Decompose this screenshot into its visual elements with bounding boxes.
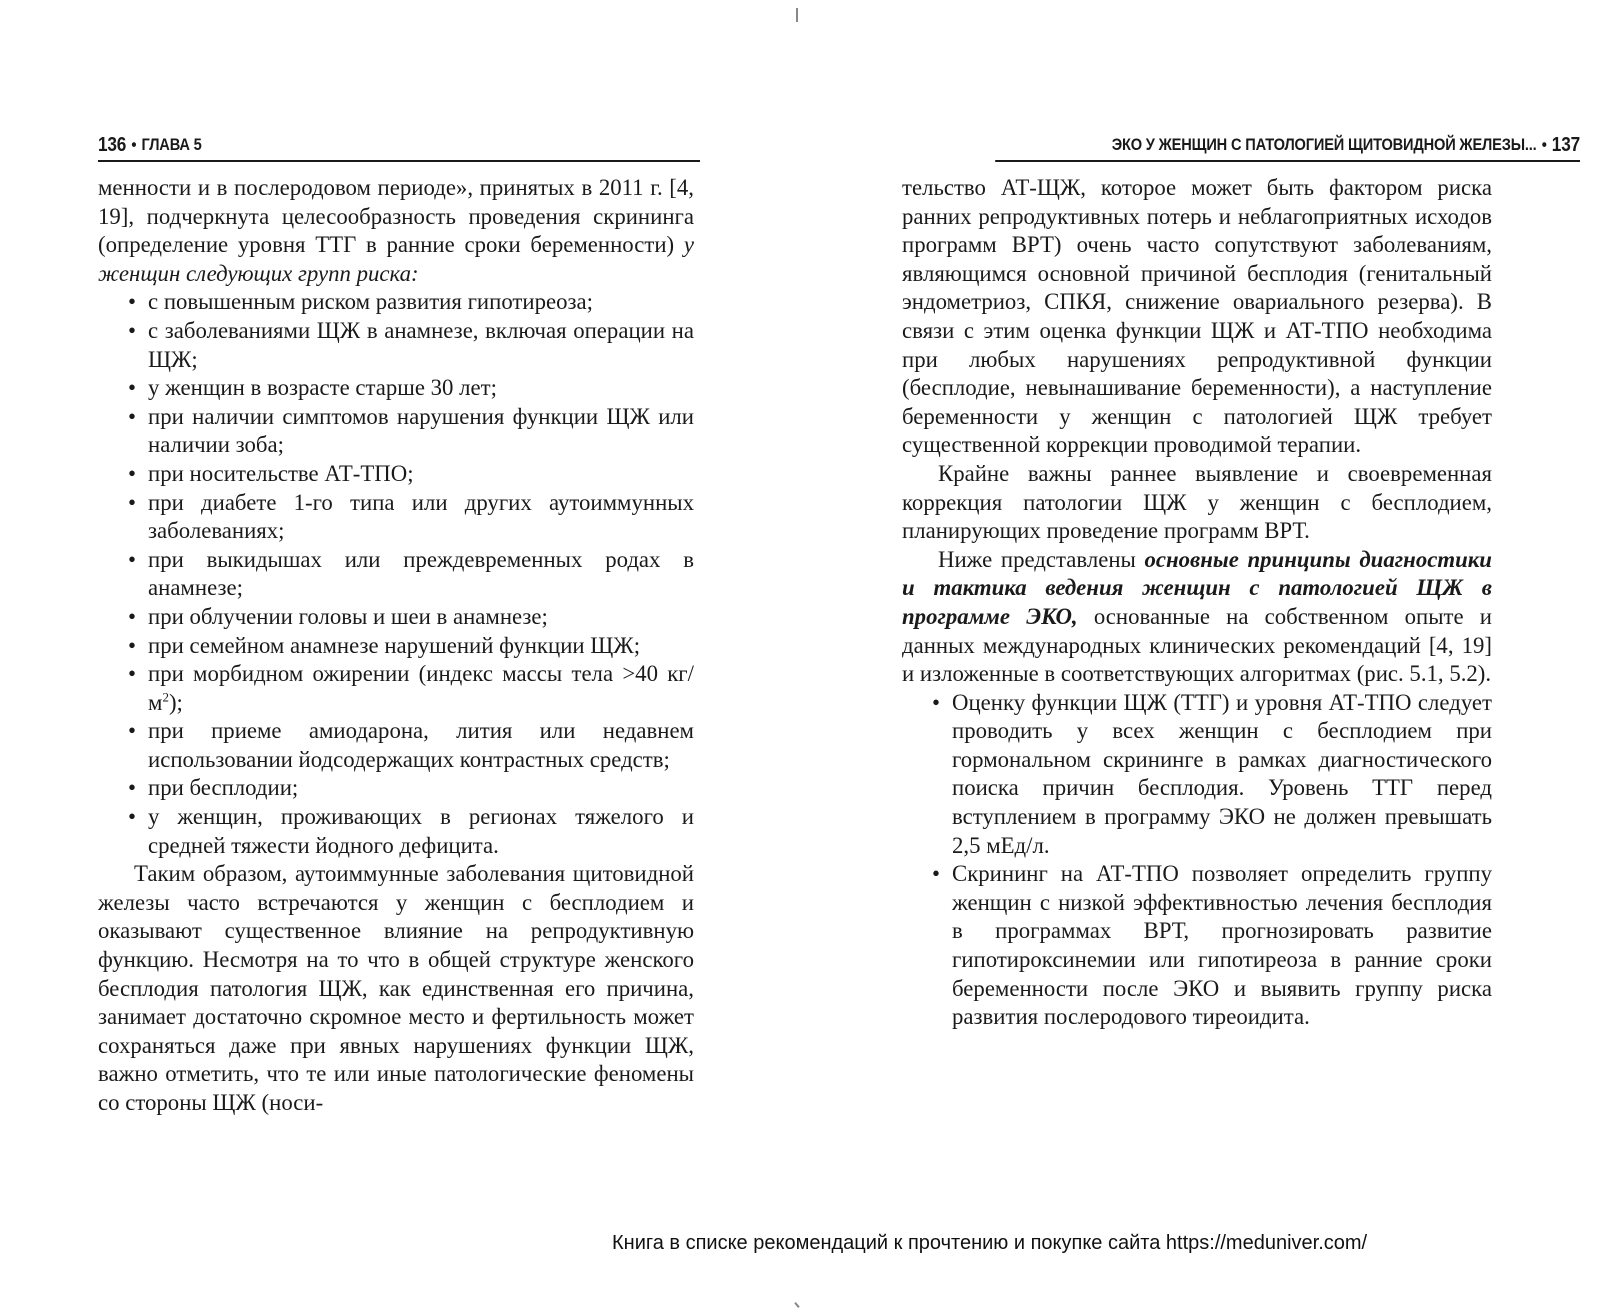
list-item: • Оценку функции ЩЖ (ТТГ) и уровня АТ-ТПО следует проводить у всех женщин с бесплодием при гормональном скрининге в рамках диагностического поиска причин бесплодия. Уровень ТТГ перед вступлением в программу ЭКО не должен превышать 2,5 мЕд/л. (902, 689, 1492, 861)
list-item: • с повышенным риском развития гипотиреоза; (98, 288, 694, 317)
right-page-number: 137 (1551, 133, 1580, 156)
list-item: • при диабете 1-го типа или других аутоиммунных заболеваниях; (98, 489, 694, 546)
list-item: • при семейном анамнезе нарушений функции ЩЖ; (98, 632, 694, 661)
intro-text: менности и в послеродовом периоде», принятых в 2011 г. [4, 19], подчеркнута целесообразность проведения скрининга (определение уровня ТТГ в ранние сроки беременности) (98, 175, 694, 258)
conclusion-paragraph: Таким образом, аутоиммунные заболевания щитовидной железы часто встречаются у женщин с бесплодием и оказывают существенное влияние на репродуктивную функцию. Несмотря на то что в общей структуре женского бесплодия патология ЩЖ, как единственная его причина, занимает достаточно скромное место и фертильность может сохраняться даже при явных нарушениях функции ЩЖ, важно отметить, что те или иные патологические феномены со стороны ЩЖ (носи- (98, 861, 694, 1115)
principles-list (902, 689, 1492, 1032)
left-running-header (98, 130, 700, 162)
list-item: • при носительстве АТ-ТПО; (98, 460, 694, 489)
obesity-superscript: 2 (162, 689, 169, 705)
header-bullet: • (1541, 135, 1547, 154)
list-item: • у женщин в возрасте старше 30 лет; (98, 374, 694, 403)
running-title: ЭКО У ЖЕНЩИН С ПАТОЛОГИЕЙ ЩИТОВИДНОЙ ЖЕЛЕЗЫ... (1111, 135, 1537, 154)
obesity-tail: ); (168, 689, 183, 715)
list-item: • при наличии симптомов нарушения функции ЩЖ или наличии зоба; (98, 403, 694, 460)
principles-tail: основанные на собственном опыте и данных международных клинических рекомендаций [4, 19] и изложенные в соответствующих алгоритмах (рис. 5.1, 5.2). (902, 603, 1492, 687)
obesity-text: при морбидном ожирении (индекс массы тела >40 кг/м (148, 661, 694, 715)
list-item: • при облучении головы и шеи в анамнезе; (98, 603, 694, 632)
watermark-text: Книга в списке рекомендаций к прочтению и покупке сайта https://meduniver.com/ (612, 1232, 1368, 1254)
list-item: • при приеме амиодарона, лития или недавнем использовании йодсодержащих контрастных средств; (98, 717, 694, 774)
principles-emphasis: основные принципы диагностики и тактика ведения женщин с патологией ЩЖ в программе ЭКО, (902, 546, 1492, 629)
right-running-header (995, 130, 1580, 162)
right-page (810, 0, 1600, 1314)
gutter-mark-top (796, 8, 798, 22)
intro-paragraph (98, 174, 694, 288)
list-item: • Скрининг на АТ-ТПО позволяет определить группу женщин с низкой эффективностью лечения бесплодия в программах ВРТ, прогнозировать развитие гипотироксинемии или гипотиреоза в ранние сроки беременности после ЭКО и выявить группу риска развития послеродового тиреоидита. (902, 860, 1492, 1032)
intro-emphasis: у женщин следующих групп риска: (98, 232, 694, 286)
left-body-text (98, 174, 694, 1118)
left-page (0, 0, 790, 1314)
list-item: • с заболеваниями ЩЖ в анамнезе, включая операции на ЩЖ; (98, 317, 694, 374)
list-item: • у женщин, проживающих в регионах тяжелого и средней тяжести йодного дефицита. (98, 803, 694, 860)
header-bullet: • (131, 135, 137, 154)
chapter-title: ГЛАВА 5 (141, 135, 202, 154)
paragraph-principles-intro (902, 546, 1492, 689)
gutter-mark-bottom (794, 1302, 799, 1308)
right-body-text (902, 174, 1492, 1032)
principles-lead: Ниже представлены (938, 546, 1145, 572)
left-page-number: 136 (98, 133, 127, 156)
list-item: • при бесплодии; (98, 774, 694, 803)
risk-groups-list (98, 288, 694, 860)
list-item-obesity (98, 660, 694, 717)
continuation-paragraph: тельство АТ-ЩЖ, которое может быть фактором риска ранних репродуктивных потерь и неблагоприятных исходов программ ВРТ) очень часто сопутствуют заболеваниям, являющимся основной причиной бесплодия (генитальный эндометриоз, СПКЯ, снижение овариального резерва). В связи с этим оценка функции ЩЖ и АТ-ТПО необходима при любых нарушениях репродуктивной функции (бесплодие, невынашивание беременности), а наступление беременности у женщин с патологией ЩЖ требует существенной коррекции проводимой терапии. (902, 175, 1492, 458)
paragraph-early-detection: Крайне важны раннее выявление и своевременная коррекция патологии ЩЖ у женщин с бесплодием, планирующих проведение программ ВРТ. (902, 460, 1492, 544)
list-item: • при выкидышах или преждевременных родах в анамнезе; (98, 546, 694, 603)
